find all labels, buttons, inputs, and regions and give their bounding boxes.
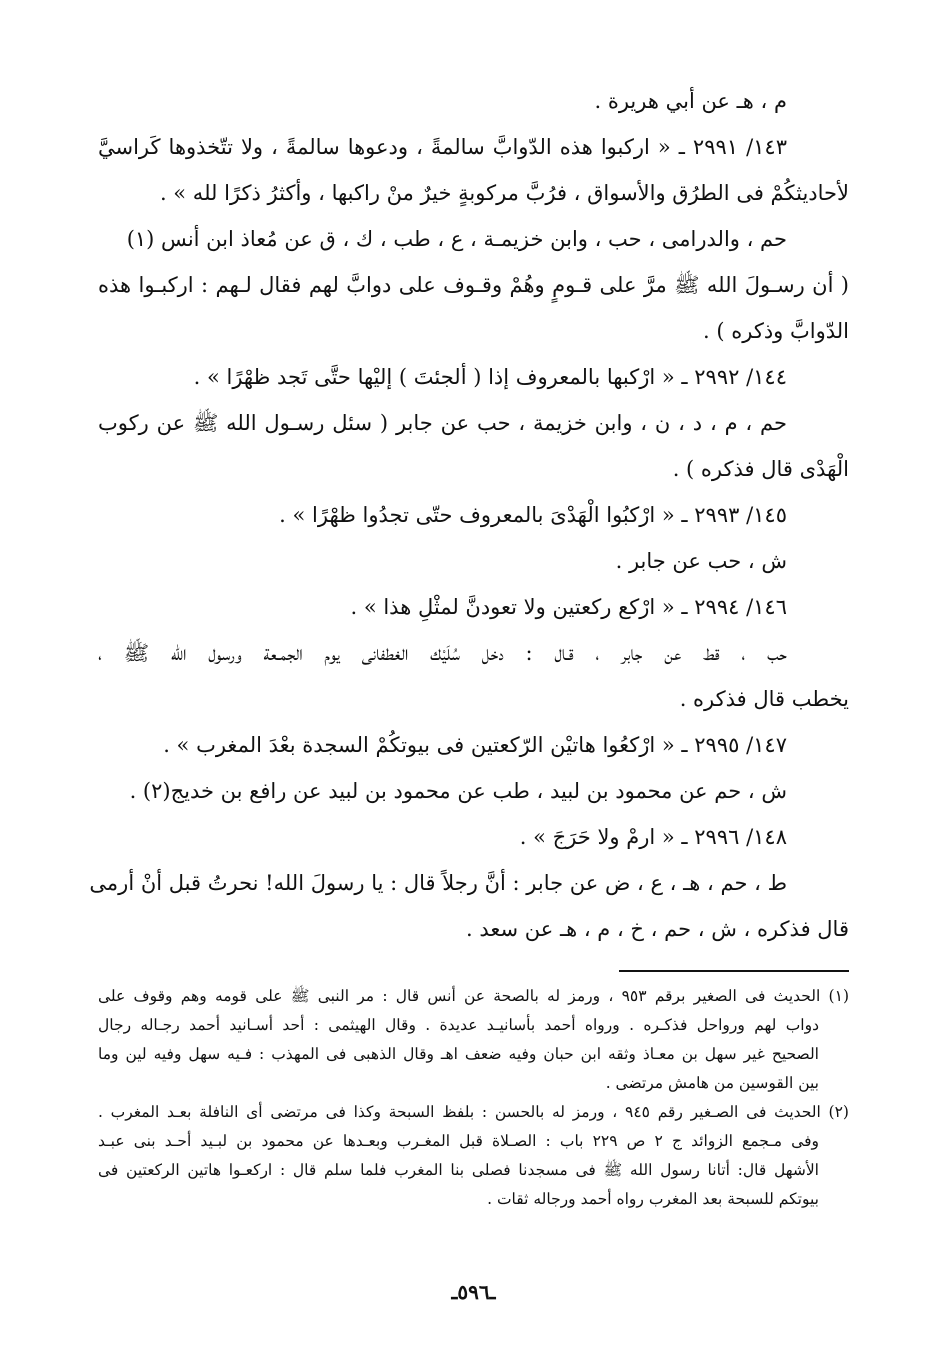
text-line: ش ، حم عن محمود بن لبيد ، طب عن محمود بن لبيد عن رافع بن خديج(٢) . [129, 779, 787, 803]
main-text [89, 78, 849, 952]
footnote-line: الصحيح غير سهل بن معـاذ وثقه ابن حبان وفيه ضعف اهـ وقال الذهبى فى المهذب : فـيه سهل وفيه لين وما [98, 1045, 819, 1063]
footnote-line: (٢) الحديث فى الصـغير رقم ٩٤٥ ، ورمز له بالحسن : بلفظ السبحة وكذا فى مرتضى أى النافلة بعـد المغرب . [98, 1103, 849, 1121]
text-line: ش ، حب عن جابر . [615, 549, 787, 573]
footnote-line: وفى مـجمع الزوائد ج ٢ ص ٢٢٩ باب : الصـلاة قبل المغـرب وبعـدها عن محمود بن لبـيد أحـد بنى عبـد [98, 1132, 819, 1150]
text-line: حم ، م ، د ، ن ، وابن خزيمة ، حب عن جابر ( سئل رسـول الله ﷺ عن ركوب [98, 411, 787, 435]
footnote-line: (١) الحديث فى الصغير برقم ٩٥٣ ، ورمز له بالصحة عن أنس قال : مر النبى ﷺ على قومه وهم وقوف على [98, 987, 849, 1005]
text-line: يخطب قال فذكره . [679, 687, 849, 711]
footnote-divider [619, 970, 849, 972]
text-line: ١٤٤/ ٢٩٩٢ ـ « ارْكبها بالمعروف إذا ( ألجئتَ ) إليْها حتَّى تَجد ظهْرًا » . [193, 365, 787, 389]
text-line: ١٤٨/ ٢٩٩٦ ـ « ارمْ ولا حَرَجَ » . [519, 825, 787, 849]
text-line: ط ، حم ، هـ ، ع ، ض عن جابر : أنَّ رجلاً قال : يا رسولَ الله! نحرتُ قبل أنْ أرمى [89, 871, 787, 895]
page-number: ـ٥٩٦ـ [451, 1280, 496, 1304]
text-line: حم ، والدرامى ، حب ، وابن خزيمـة ، ع ، طب ، ك ، ق عن مُعاذ ابن أنس (١) [126, 227, 787, 251]
text-line: ( أن رسـولَ الله ﷺ مرَّ على قـومٍ وهُمْ وقـوف على دوابَّ لهم فقال لـهم : اركبـوا هذه [98, 273, 849, 297]
footnote-line: الأشهل قال: أتانا رسول الله ﷺ فى مسجدنا فصلى بنا المغرب فلما سلم قال : اركعـوا هاتين الركعتين فى [98, 1161, 819, 1179]
footnote-line: دواب لهم ورواحل فذكـره . ورواه أحمد بأسانيـد عديدة . وقال الهيثمى : أحد أسـانيد أحمد رجـاله رجال [98, 1016, 819, 1034]
text-line: لأحاديثكُمْ فى الطرُق والأسواق ، فرُبَّ مركوبةٍ خيرٌ منْ راكبها ، وأكثرُ ذكرًا لله » . [159, 181, 849, 205]
text-line: ١٤٣/ ٢٩٩١ ـ « اركبوا هذه الدّوابَّ سالمةً ، ودعوها سالمةً ، ولا تتّخذوها كَراسيَّ [98, 135, 787, 159]
text-line: قال فذكره ، ش ، حم ، خ ، م ، هـ عن سعد . [465, 917, 849, 941]
text-line: ١٤٦/ ٢٩٩٤ ـ « ارْكع ركعتين ولا تعودنَّ لمثْلِ هذا » . [350, 595, 787, 619]
text-line: حب ، قط عن جابر ، قـال : دخل سُلَيْك الغطفانى يوم الجمـعة ورسول الله ﷺ ، [98, 641, 787, 665]
footnotes [98, 982, 849, 1214]
text-line: م ، هـ عن أبي هريرة . [594, 89, 787, 113]
text-line: ١٤٥/ ٢٩٩٣ ـ « ارْكبُوا الْهَدْىَ بالمعروف حتّى تجدُوا ظهْرًا » . [279, 503, 787, 527]
text-line: الدّوابَّ وذكره ) . [703, 319, 849, 343]
text-line: ١٤٧/ ٢٩٩٥ ـ « ارْكعُوا هاتيْن الرّكعتين فى بيوتكُمْ السجدة بعْدَ المغرب » . [163, 733, 787, 757]
text-line: الْهَدْى قال فذكره ) . [672, 457, 849, 481]
footnote-line: بين القوسين من هامش مرتضى . [605, 1074, 819, 1092]
footnote-line: بيوتكم للسبحة بعد المغرب رواه أحمد ورجاله ثقات . [487, 1190, 819, 1208]
